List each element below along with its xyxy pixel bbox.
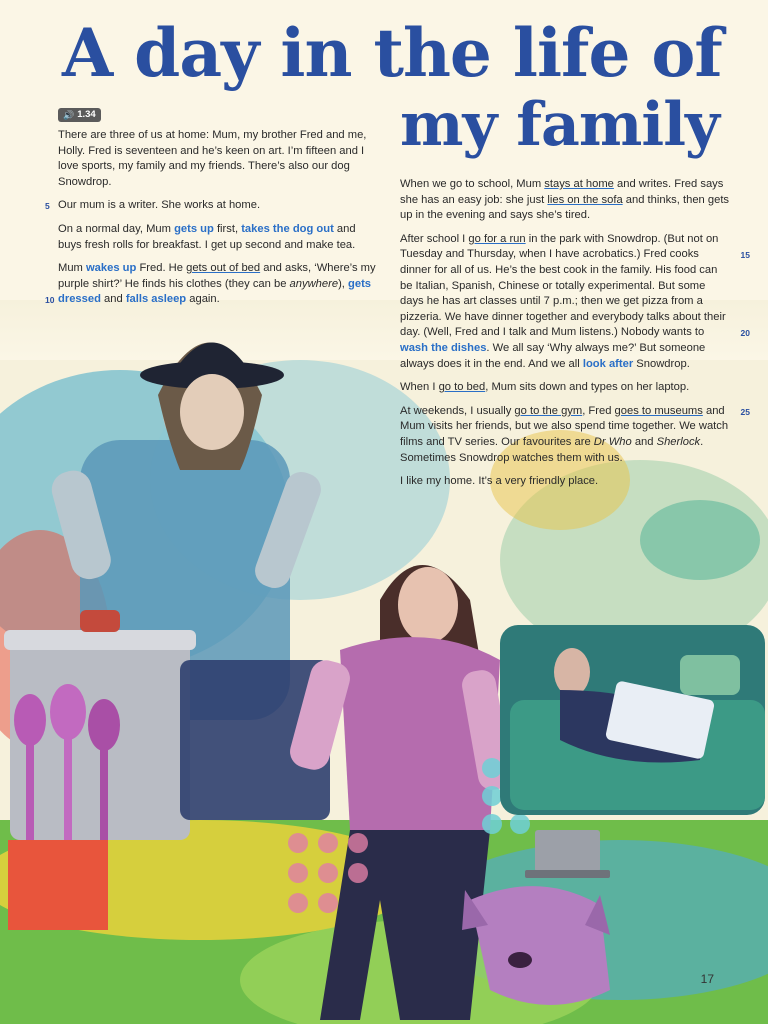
laptop [525,830,610,878]
paragraph: On a normal day, Mum gets up first, takes the dog out and buys fresh rolls for breakfast. I get up second and make tea. [58,222,356,251]
paragraph: When we go to school, Mum stays at home and writes. Fred says she has an easy job: she just lies on the sofa and thinks, then gets up in the evening and says she’s tired. [400,178,730,222]
key-phrase: look after [582,357,634,370]
audio-track-number: 1.34 [77,109,96,120]
key-phrase: gets dressed [58,277,372,306]
line-number: 5 [45,201,50,212]
page-title-line-2: my family [400,90,719,160]
audio-track-button[interactable] [58,108,101,122]
key-phrase: go to bed [438,381,486,394]
paragraph: 25 At weekends, I usually go to the gym, Fred goes to museums and Mum visits her friends, but we also spend time together. We watch films and TV series. Our favourites are Dr Who and Sherlock. Sometimes Snowdrop watches them with us. [400,404,750,464]
key-phrase: falls asleep [125,293,187,306]
key-phrase: lies on the sofa [547,193,623,206]
page-number: 17 [700,972,714,986]
key-phrase: wash the dishes [400,341,487,354]
paragraph: 5 Our mum is a writer. She works at home. [58,198,376,214]
paragraph: 10 Mum wakes up Fred. He gets out of bed and asks, ‘Where’s my purple shirt?’ He finds his clothes (they can be anywhere), gets dressed and falls asleep again. [58,261,376,308]
line-number: 10 [45,295,55,306]
key-phrase: gets up [174,222,214,235]
key-phrase: wakes up [85,262,137,275]
speaker-icon: 🔊 [63,110,75,120]
key-phrase: takes the dog out [241,222,334,235]
article-right-column [400,177,750,498]
line-number: 15 [740,249,750,260]
line-number: 20 [740,327,750,338]
paragraph: There are three of us at home: Mum, my brother Fred and me, Holly. Fred is seventeen and he’s keen on art. I’m fifteen and I love sports, my family and my friends. There’s also our dog Snowdrop. [58,129,367,188]
key-phrase: go for a run [468,232,526,245]
key-phrase: goes to museums [614,404,703,417]
sofa-with-mum [500,625,765,815]
article-left-column [45,128,376,316]
page-title-line-1: A day in the life of [62,14,722,92]
key-phrase: stays at home [544,178,614,190]
paragraph: I like my home. It’s a very friendly place. [400,475,599,488]
paragraph: When I go to bed, Mum sits down and types on her laptop. [400,381,690,394]
key-phrase: go to the gym [514,404,583,417]
paragraph: 15 20 After school I go for a run in the park with Snowdrop. (But not on Tuesday and Thursday, when I have acrobatics.) Fred cooks dinner for all of us. He’s the best cook in the family. His food can be Italian, Spanish, Chinese or totally experimental. But some days he has art classes until 7 p.m.; then we get pizza from a pizzeria. We have dinner together and everybody talks about their day. (Well, Fred and I talk and Mum listens.) Nobody wants to wash the dishes. We all say ‘Why always me?’ But someone always does it in the end. And we all look after Snowdrop. [400,232,750,370]
key-phrase: gets out of bed [186,262,261,275]
line-number: 25 [740,406,750,417]
